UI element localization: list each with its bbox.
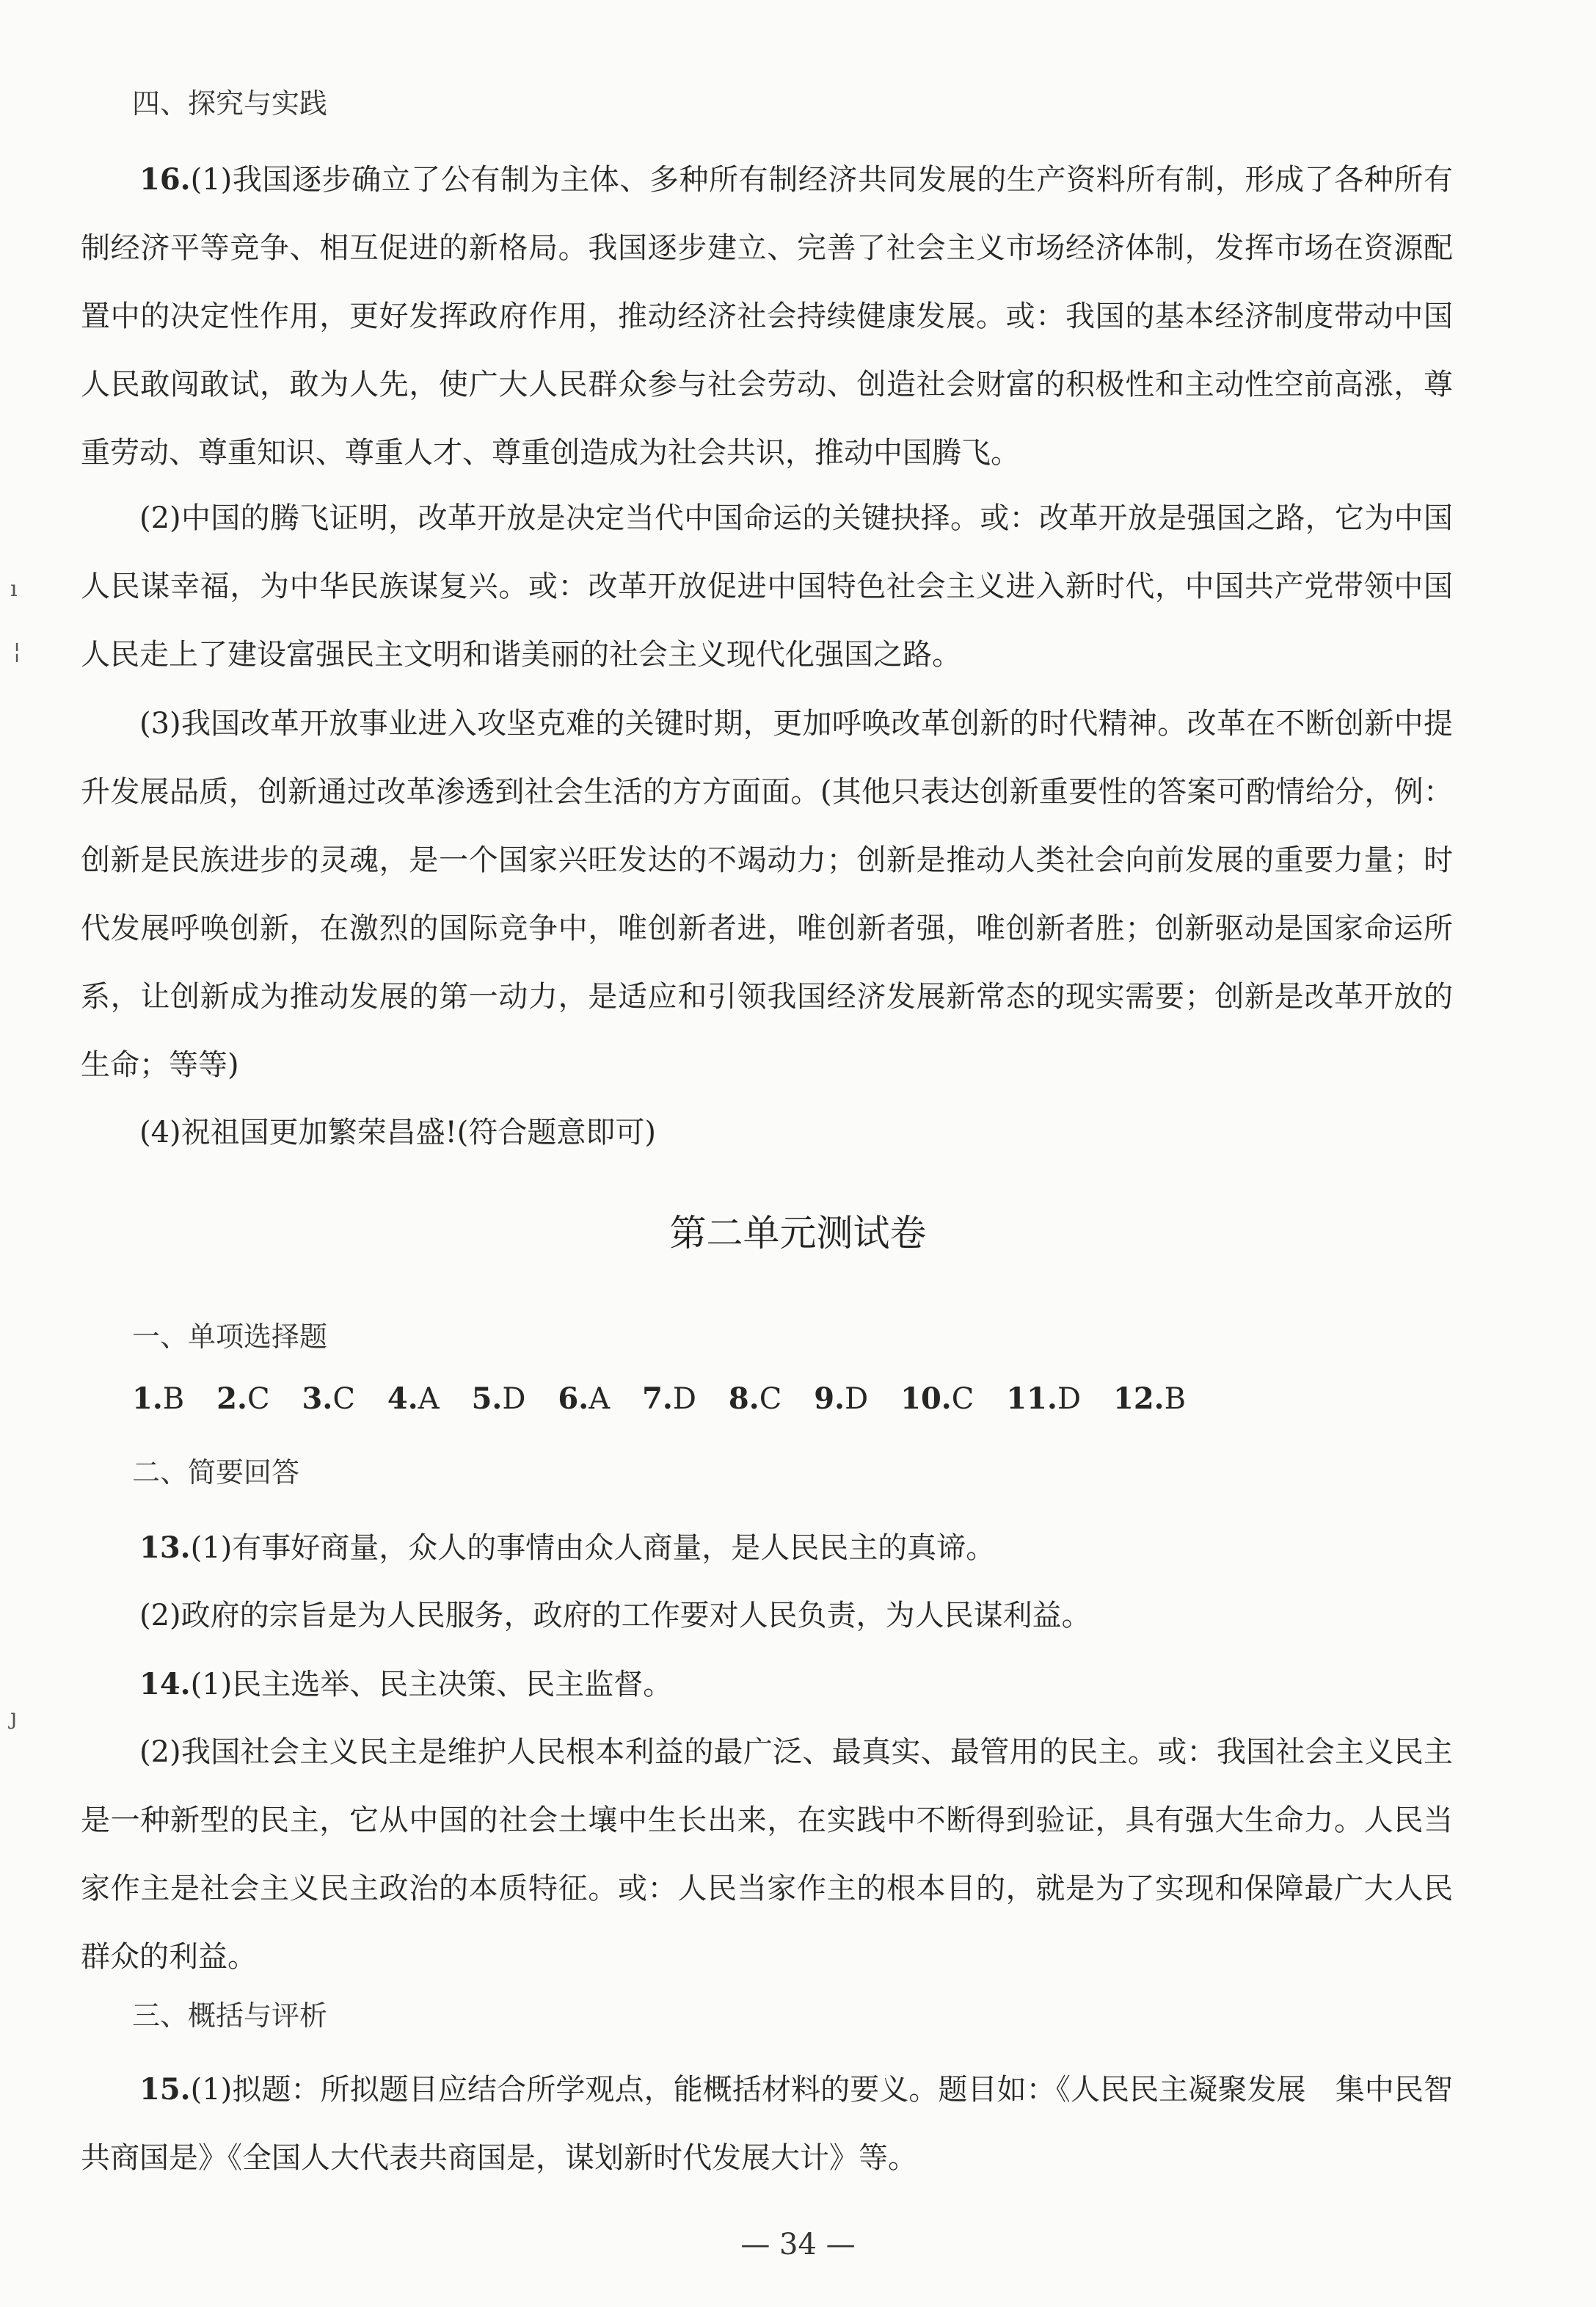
- unit-test-title: 第二单元测试卷: [669, 1212, 927, 1254]
- q16-number: 16.: [139, 162, 191, 197]
- q14-part1: [81, 1650, 1453, 1719]
- margin-mark: ı: [10, 576, 18, 602]
- choice-answer: 12.B: [1113, 1381, 1187, 1416]
- section-heading-1: 一、单项选择题: [132, 1320, 328, 1353]
- q16-part4: (4)祝祖国更加繁荣昌盛!(符合题意即可): [139, 1116, 656, 1149]
- section-heading-4: 四、探究与实践: [132, 87, 328, 120]
- choice-answer: 4.A: [387, 1381, 440, 1416]
- q15-part1: [81, 2055, 1453, 2192]
- choice-answer: 11.D: [1006, 1381, 1082, 1416]
- page-number: — 34 —: [740, 2228, 856, 2261]
- q15-part1-text: (1)拟题：所拟题目应结合所学观点，能概括材料的要义。题目如：《人民民主凝聚发展 集中民智共商国是》《全国人大代表共商国是，谋划新时代发展大计》等。: [81, 2073, 1453, 2175]
- margin-mark: ȷ: [10, 1704, 18, 1730]
- choice-answer: 2.C: [216, 1381, 270, 1416]
- section-heading-3: 三、概括与评析: [132, 1999, 328, 2032]
- section-heading-2: 二、简要回答: [132, 1456, 300, 1489]
- choice-answer: 9.D: [814, 1381, 869, 1416]
- choice-answer: 3.C: [302, 1381, 355, 1416]
- choice-answer: 5.D: [471, 1381, 526, 1416]
- q13-number: 13.: [139, 1530, 191, 1565]
- choice-answer: 10.C: [900, 1381, 974, 1416]
- q14-number: 14.: [139, 1667, 191, 1701]
- q13-part1-text: (1)有事好商量，众人的事情由众人商量，是人民民主的真谛。: [190, 1531, 996, 1565]
- choice-answer: 7.D: [642, 1381, 696, 1416]
- q14-part1-text: (1)民主选举、民主决策、民主监督。: [190, 1668, 673, 1701]
- q16-part2: (2)中国的腾飞证明，改革开放是决定当代中国命运的关键抉择。或：改革开放是强国之路，它为中国人民谋幸福，为中华民族谋复兴。或：改革开放促进中国特色社会主义进入新时代，中国共产党带领中国人民走上了建设富强民主文明和谐美丽的社会主义现代化强国之路。: [81, 501, 1453, 672]
- q16-part3: (3)我国改革开放事业进入攻坚克难的关键时期，更加呼唤改革创新的时代精神。改革在不断创新中提升发展品质，创新通过改革渗透到社会生活的方方面面。(其他只表达创新重要性的答案可酌情给分，例：创新是民族进步的灵魂，是一个国家兴旺发达的不竭动力；创新是推动人类社会向前发展的重要力量；时代发展呼唤创新，在激烈的国际竞争中，唯创新者进，唯创新者强，唯创新者胜；创新驱动是国家命运所系，让创新成为推动发展的第一动力，是适应和引领我国经济发展新常态的现实需要；创新是改革开放的生命；等等): [81, 707, 1453, 1082]
- choice-answer: 1.B: [132, 1381, 185, 1416]
- q14-part2: (2)我国社会主义民主是维护人民根本利益的最广泛、最真实、最管用的民主。或：我国社会主义民主是一种新型的民主，它从中国的社会土壤中生长出来，在实践中不断得到验证，具有强大生命力。人民当家作主是社会主义民主政治的本质特征。或：人民当家作主的根本目的，就是为了实现和保障最广大人民群众的利益。: [81, 1735, 1453, 1974]
- q16-part1-text: (1)我国逐步确立了公有制为主体、多种所有制经济共同发展的生产资料所有制，形成了各种所有制经济平等竞争、相互促进的新格局。我国逐步建立、完善了社会主义市场经济体制，发挥市场在资源配置中的决定性作用，更好发挥政府作用，推动经济社会持续健康发展。或：我国的基本经济制度带动中国人民敢闯敢试，敢为人先，使广大人民群众参与社会劳动、创造社会财富的积极性和主动性空前高涨，尊重劳动、尊重知识、尊重人才、尊重创造成为社会共识，推动中国腾飞。: [81, 163, 1453, 470]
- margin-mark: ¦: [13, 639, 21, 664]
- choice-answer: 8.C: [728, 1381, 782, 1416]
- choice-answers: [132, 1381, 1186, 1416]
- q13-part1: [81, 1514, 1453, 1583]
- choice-answer: 6.A: [558, 1381, 611, 1416]
- q13-part2: (2)政府的宗旨是为人民服务，政府的工作要对人民负责，为人民谋利益。: [139, 1599, 1091, 1632]
- q15-number: 15.: [139, 2072, 191, 2107]
- q16-part1: [81, 145, 1453, 487]
